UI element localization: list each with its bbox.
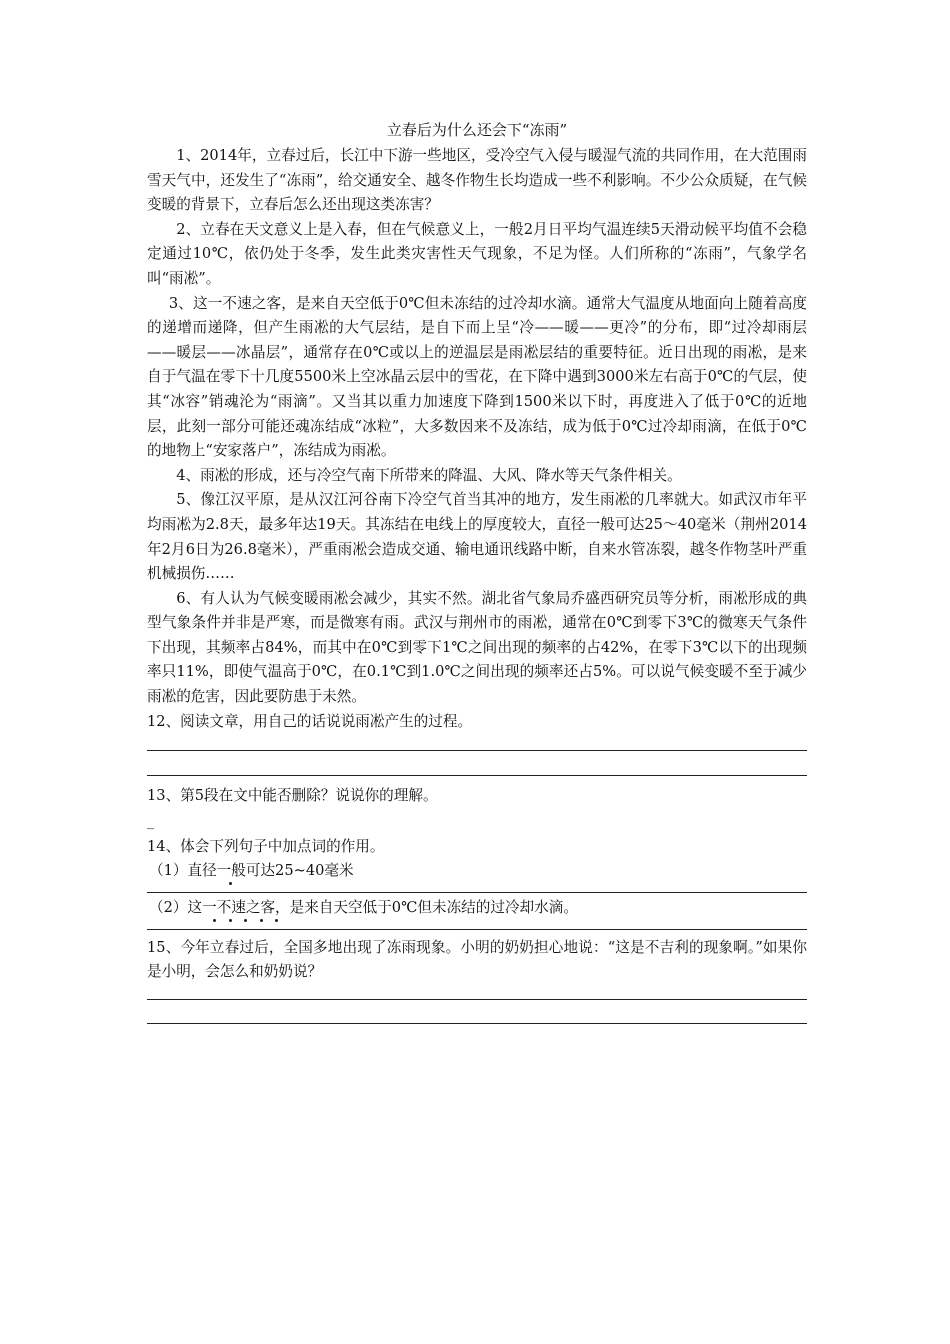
question-12: 12、阅读文章，用自己的话说说雨凇产生的过程。: [147, 712, 473, 730]
paragraph-2: 2、立春在天文意义上是入春，但在气候意义上，一般2月日平均气温连续5天滑动候平均值不会稳定通过10℃，依仍处于冬季，发生此类灾害性天气现象，不足为怪。人们所称的“冻雨”，气象学名叫“雨凇”。: [147, 220, 807, 287]
paragraph-3: 3、这一不速之客，是来自天空低于0℃但未冻结的过冷却水滴。通常大气温度从地面向上随着高度的递增而递降，但产生雨凇的大气层结，是自下而上呈“冷——暖——更冷”的分布，即“过冷却雨层——暖层——冰晶层”，通常存在0℃或以上的逆温层是雨凇层结的重要特征。近日出现的雨凇，是来自于气温在零下十几度5500米上空冰晶云层中的雪花，在下降中遇到3000米左右高于0℃的气层，使其“冰容”销魂沦为“雨滴”。又当其以重力加速度下降到1500米以下时，再度进入了低于0℃的近地层，此刻一部分可能还魂冻结成“冰粒”，大多数因来不及冻结，成为低于0℃过冷却雨滴，在低于0℃的地物上“安家落户”，冻结成为雨凇。: [147, 294, 807, 460]
answer-blank-13[interactable]: _: [147, 813, 154, 830]
answer-line-15b[interactable]: [147, 1023, 807, 1024]
paragraph-5: 5、像江汉平原，是从汉江河谷南下冷空气首当其冲的地方，发生雨凇的几率就大。如武汉市年平均雨凇为2.8天，最多年达19天。其冻结在电线上的厚度较大，直径一般可达25～40毫米（荆州2014年2月6日为26.8毫米），严重雨凇会造成交通、输电通讯线路中断，自来水管冻裂，越冬作物茎叶严重机械损伤……: [147, 491, 807, 583]
emphasis-dots-14-2: [147, 921, 807, 929]
question-14-1: （1）直径一般可达25~40毫米: [149, 862, 354, 880]
question-14: 14、体会下列句子中加点词的作用。: [147, 837, 385, 855]
question-13: 13、第5段在文中能否删除？说说你的理解。: [147, 787, 438, 805]
article-title: 立春后为什么还会下“冻雨”: [386, 121, 568, 139]
paragraph-4: 4、雨凇的形成，还与冷空气南下所带来的降温、大风、降水等天气条件相关。: [176, 466, 682, 484]
question-15: 15、今年立春过后，全国多地出现了冻雨现象。小明的奶奶担心地说：“这是不吉利的现象啊。”如果你是小明，会怎么和奶奶说？: [147, 938, 807, 981]
emphasis-dots-14-1: [147, 884, 807, 892]
paragraph-6: 6、有人认为气候变暖雨凇会减少，其实不然。湖北省气象局乔盛西研究员等分析，雨凇形成的典型气象条件并非是严寒，而是微寒有雨。武汉与荆州市的雨凇，通常在0℃到零下3℃的微寒天气条件下出现，其频率占84%，而其中在0℃到零下1℃之间出现的频率的占42%，在零下3℃以下的出现频率只11%，即使气温高于0℃，在0.1℃到1.0℃之间出现的频率还占5%。可以说气候变暖不至于减少雨凇的危害，因此要防患于未然。: [147, 589, 807, 706]
worksheet-page: [147, 118, 807, 1024]
question-14-2: （2）这一不速之客，是来自天空低于0℃但未冻结的过冷却水滴。: [149, 899, 578, 917]
paragraph-1: 1、2014年，立春过后，长江中下游一些地区，受冷空气入侵与暖湿气流的共同作用，在大范围雨雪天气中，还发生了“冻雨”，给交通安全、越冬作物生长均造成一些不利影响。不少公众质疑，在气候变暖的背景下，立春后怎么还出现这类冻害？: [147, 147, 807, 214]
